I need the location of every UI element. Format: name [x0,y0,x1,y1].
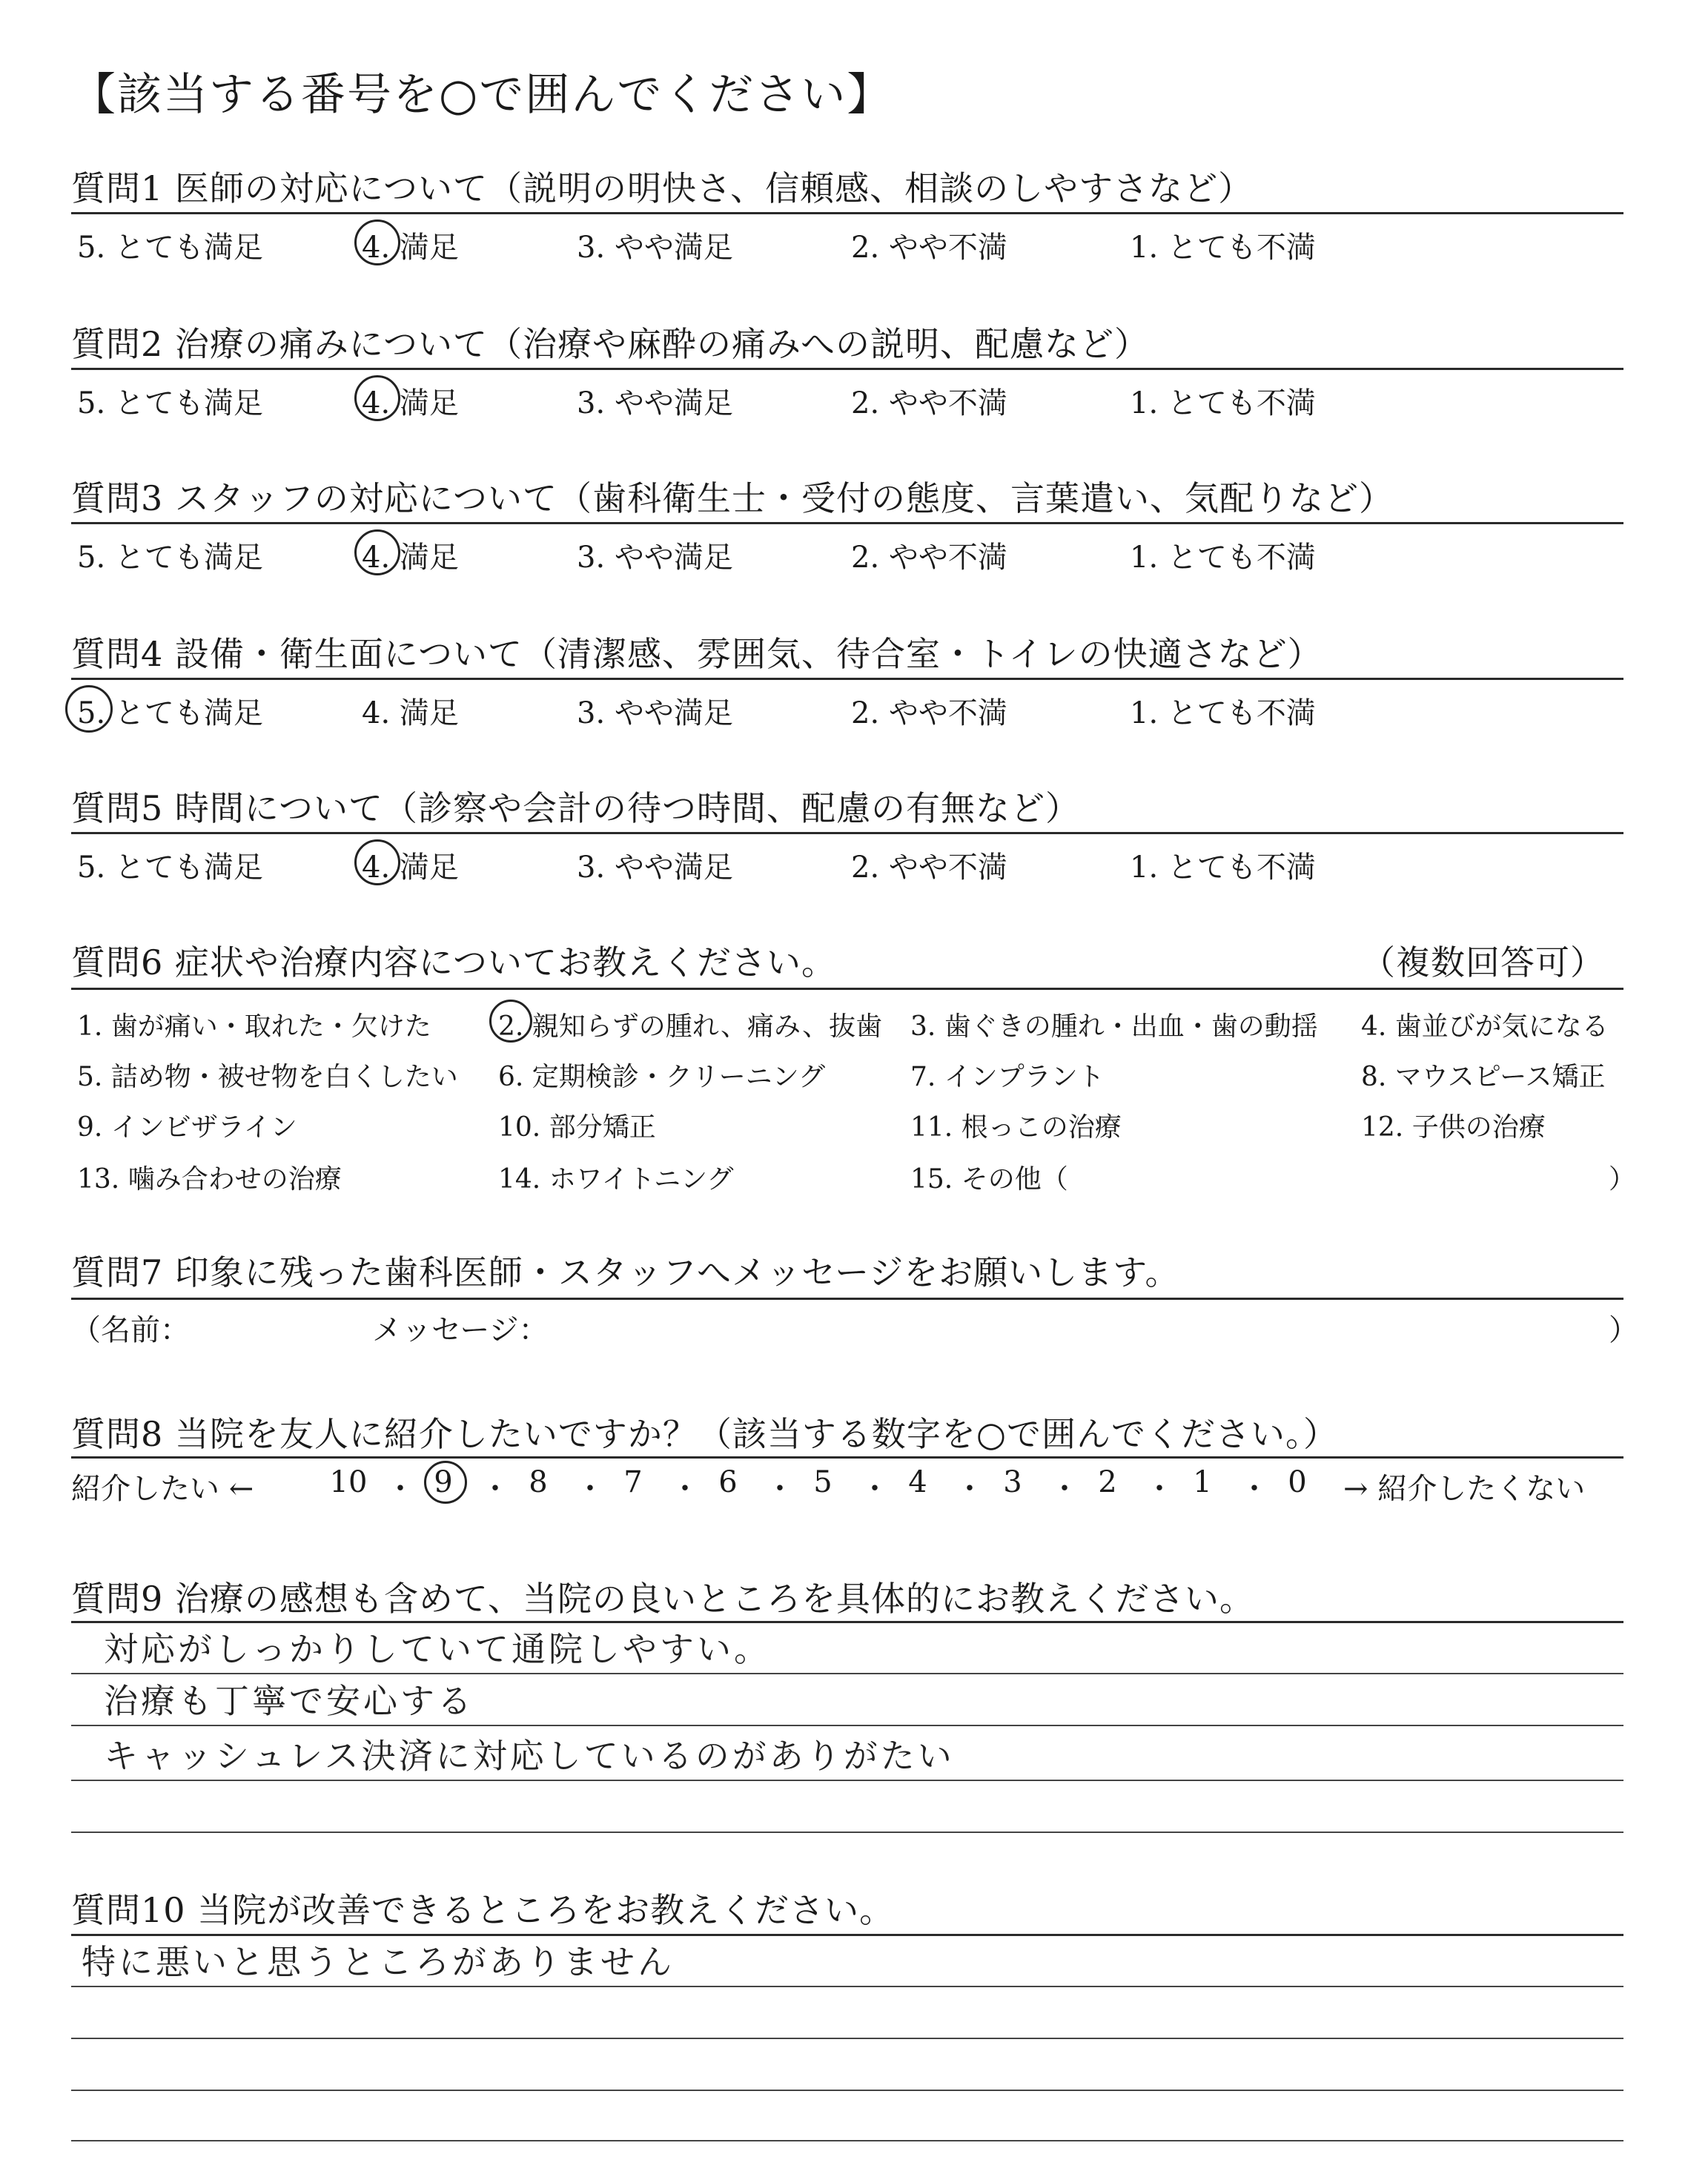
question-7-title: 質問7 印象に残った歯科医師・スタッフへメッセージをお願いします。 [71,1252,1180,1292]
q8-scale-separator: ・ [765,1472,795,1506]
q1-option-2[interactable]: 2. やや不満 [851,231,1007,265]
q8-scale-6[interactable]: 6 [718,1465,738,1499]
question-5-rule [71,832,1623,834]
q2-option-3[interactable]: 3. やや満足 [577,386,733,420]
q8-scale-separator: ・ [480,1472,510,1506]
question-9-title: 質問9 治療の感想も含めて、当院の良いところを具体的にお教えください。 [71,1579,1254,1619]
q3-selected-circle [354,529,400,575]
q5-option-5[interactable]: 5. とても満足 [77,851,263,885]
q4-option-2[interactable]: 2. やや不満 [851,696,1007,730]
q3-option-1[interactable]: 1. とても不満 [1130,541,1316,575]
q7-message-label: メッセージ： [372,1313,549,1347]
q9-line-5 [71,1832,1623,1833]
q6-option-8[interactable]: 8. マウスピース矯正 [1361,1062,1606,1092]
q8-scale-separator: ・ [1239,1472,1269,1506]
question-3-rule [71,522,1623,524]
q10-line-4 [71,2090,1623,2091]
q8-scale-7[interactable]: 7 [623,1465,643,1499]
question-1-title: 質問1 医師の対応について（説明の明快さ、信頼感、相談のしやすさなど） [71,168,1254,208]
q3-option-2[interactable]: 2. やや不満 [851,541,1007,575]
q9-answer-2: 治療も丁寧で安心する [104,1681,474,1721]
question-8-rule [71,1456,1623,1459]
q9-line-3 [71,1725,1623,1726]
question-4-title: 質問4 設備・衛生面について（清潔感、雰囲気、待合室・トイレの快適さなど） [71,634,1323,674]
q8-scale-separator: ・ [955,1472,984,1506]
q6-option-11[interactable]: 11. 根っこの治療 [910,1112,1122,1143]
q8-left-label: 紹介したい ← [71,1472,254,1506]
q8-scale-separator: ・ [670,1472,700,1506]
q8-scale-separator: ・ [385,1472,415,1506]
question-2-title: 質問2 治療の痛みについて（治療や麻酔の痛みへの説明、配慮など） [71,324,1150,364]
q9-answer-3: キャッシュレス決済に対応しているのがありがたい [104,1736,955,1776]
q10-answer-1: 特に悪いと思うところがありません [82,1942,675,1982]
q6-option-13[interactable]: 13. 噛み合わせの治療 [77,1164,342,1195]
q6-option-10[interactable]: 10. 部分矯正 [498,1112,656,1143]
q6-option-14[interactable]: 14. ホワイトニング [498,1164,734,1195]
q6-option-12[interactable]: 12. 子供の治療 [1361,1112,1546,1143]
q5-option-4[interactable]: 4. 満足 [362,851,459,885]
q10-line-5 [71,2140,1623,2141]
q4-option-5[interactable]: 5. とても満足 [77,696,263,730]
q6-option-5[interactable]: 5. 詰め物・被せ物を白くしたい [77,1062,458,1092]
question-6-note: （複数回答可） [1361,942,1605,982]
q8-scale-1[interactable]: 1 [1193,1465,1212,1499]
q1-option-4[interactable]: 4. 満足 [362,231,459,265]
q3-option-4[interactable]: 4. 満足 [362,541,459,575]
q3-option-5[interactable]: 5. とても満足 [77,541,263,575]
q6-selected-circle [489,1000,532,1043]
q1-option-3[interactable]: 3. やや満足 [577,231,733,265]
q6-option-15-close: ） [1609,1164,1636,1195]
q8-scale-2[interactable]: 2 [1098,1465,1117,1499]
q2-option-1[interactable]: 1. とても不満 [1130,386,1316,420]
q8-scale-separator: ・ [1145,1472,1174,1506]
q10-line-3 [71,2038,1623,2039]
q8-scale-9[interactable]: 9 [434,1465,453,1499]
q8-scale-0[interactable]: 0 [1288,1465,1307,1499]
q8-scale-separator: ・ [860,1472,890,1506]
question-6-rule [71,988,1623,990]
q7-name-label: （名前： [71,1313,190,1347]
q5-selected-circle [354,839,400,885]
question-6-title: 質問6 症状や治療内容についてお教えください。 [71,942,836,982]
q2-option-5[interactable]: 5. とても満足 [77,386,263,420]
q6-option-7[interactable]: 7. インプラント [910,1062,1105,1092]
q5-option-3[interactable]: 3. やや満足 [577,851,733,885]
q1-option-1[interactable]: 1. とても不満 [1130,231,1316,265]
q6-option-1[interactable]: 1. 歯が痛い・取れた・欠けた [77,1011,431,1042]
q6-option-4[interactable]: 4. 歯並びが気になる [1361,1011,1609,1042]
q6-option-6[interactable]: 6. 定期検診・クリーニング [498,1062,826,1092]
q4-selected-circle [65,685,113,733]
q8-scale-8[interactable]: 8 [529,1465,548,1499]
q8-scale-separator: ・ [575,1472,605,1506]
question-4-rule [71,678,1623,680]
q8-scale-5[interactable]: 5 [813,1465,833,1499]
question-1-rule [71,212,1623,214]
q8-scale-separator: ・ [1050,1472,1079,1506]
q2-option-2[interactable]: 2. やや不満 [851,386,1007,420]
q7-close-paren: ） [1609,1313,1638,1347]
q1-selected-circle [354,219,400,265]
q4-option-4[interactable]: 4. 満足 [362,696,459,730]
q5-option-2[interactable]: 2. やや不満 [851,851,1007,885]
question-2-rule [71,368,1623,370]
question-8-title: 質問8 当院を友人に紹介したいですか？（該当する数字を○で囲んでください。） [71,1414,1339,1454]
q6-option-3[interactable]: 3. 歯ぐきの腫れ・出血・歯の動揺 [910,1011,1318,1042]
q4-option-1[interactable]: 1. とても不満 [1130,696,1316,730]
q6-option-2[interactable]: 2. 親知らずの腫れ、痛み、抜歯 [498,1011,883,1042]
q8-scale [326,1465,1312,1506]
q9-line-4 [71,1780,1623,1781]
q6-option-15[interactable]: 15. その他（ [910,1164,1068,1195]
question-7-rule [71,1298,1623,1300]
q2-selected-circle [354,375,400,421]
q2-option-4[interactable]: 4. 満足 [362,386,459,420]
q8-selected-circle [424,1461,467,1504]
question-10-title: 質問10 当院が改善できるところをお教えください。 [71,1890,895,1930]
q8-right-label: → 紹介したくない [1343,1472,1586,1506]
q1-option-5[interactable]: 5. とても満足 [77,231,263,265]
q8-scale-10[interactable]: 10 [329,1465,368,1499]
q5-option-1[interactable]: 1. とても不満 [1130,851,1316,885]
q8-scale-3[interactable]: 3 [1003,1465,1022,1499]
q4-option-3[interactable]: 3. やや満足 [577,696,733,730]
q3-option-3[interactable]: 3. やや満足 [577,541,733,575]
q8-scale-4[interactable]: 4 [908,1465,927,1499]
q10-line-2 [71,1986,1623,1987]
form-title: 【該当する番号を○で囲んでください】 [71,69,893,121]
question-3-title: 質問3 スタッフの対応について（歯科衛生士・受付の態度、言葉遣い、気配りなど） [71,478,1394,518]
q6-option-9[interactable]: 9. インビザライン [77,1112,297,1143]
question-5-title: 質問5 時間について（診察や会計の待つ時間、配慮の有無など） [71,788,1080,828]
q9-answer-1: 対応がしっかりしていて通院しやすい。 [104,1629,771,1669]
